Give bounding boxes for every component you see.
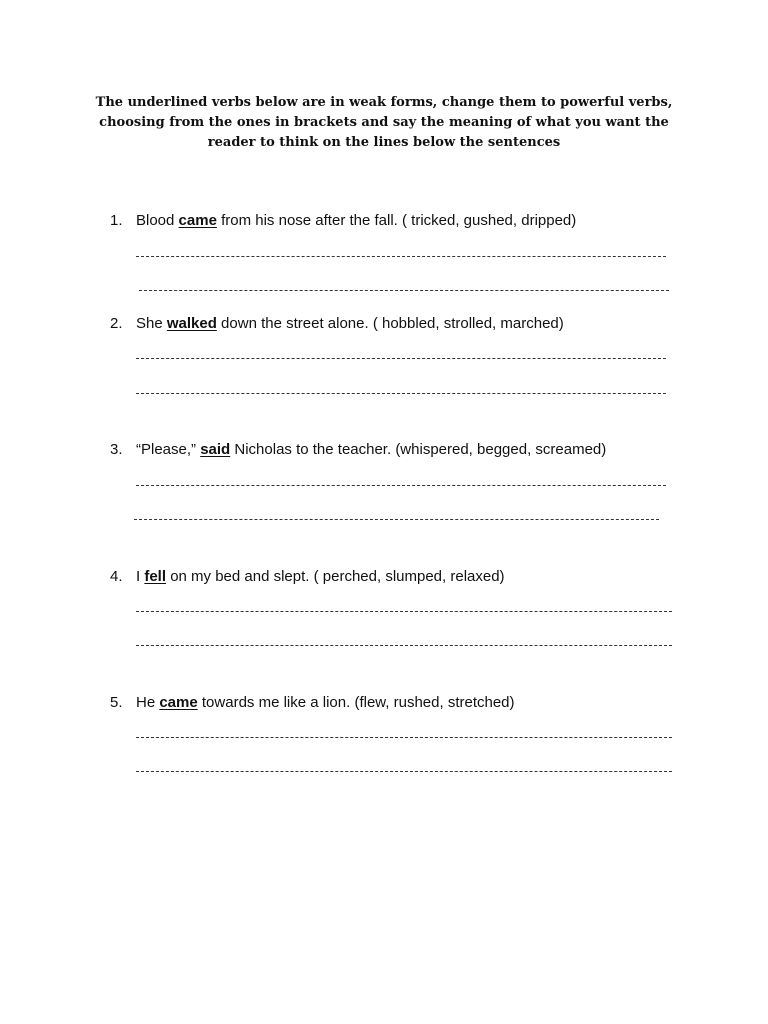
question-number: 4. bbox=[110, 568, 123, 585]
sentence-end: on my bed and slept. ( perched, slumped, relaxed) bbox=[166, 568, 505, 585]
sentence-end: Nicholas to the teacher. (whispered, begged, screamed) bbox=[230, 441, 607, 458]
instructions-line-3: reader to think on the lines below the sentences bbox=[207, 135, 561, 150]
question-2 bbox=[0, 314, 768, 334]
instructions bbox=[80, 93, 688, 153]
answer-line[interactable] bbox=[136, 611, 672, 612]
question-sentence bbox=[136, 440, 606, 460]
answer-line[interactable] bbox=[136, 358, 666, 359]
answer-line[interactable] bbox=[134, 519, 659, 520]
weak-verb: came bbox=[159, 694, 198, 711]
question-4 bbox=[0, 567, 768, 587]
question-number: 2. bbox=[110, 315, 123, 332]
question-sentence bbox=[136, 211, 576, 231]
answer-line[interactable] bbox=[139, 290, 669, 291]
sentence-end: towards me like a lion. (flew, rushed, stretched) bbox=[197, 694, 515, 711]
question-number: 5. bbox=[110, 694, 123, 711]
question-number: 3. bbox=[110, 441, 123, 458]
weak-verb: fell bbox=[144, 568, 167, 585]
answer-line[interactable] bbox=[136, 737, 672, 738]
answer-line[interactable] bbox=[136, 645, 672, 646]
answer-line[interactable] bbox=[136, 393, 666, 394]
question-sentence bbox=[136, 567, 505, 587]
sentence-start: He bbox=[136, 694, 160, 711]
question-1 bbox=[0, 211, 768, 231]
question-3 bbox=[0, 440, 768, 460]
answer-line[interactable] bbox=[136, 771, 672, 772]
question-5 bbox=[0, 693, 768, 713]
instructions-line-1: The underlined verbs below are in weak forms, change them to powerful verbs, bbox=[95, 95, 673, 110]
sentence-end: from his nose after the fall. ( tricked, gushed, dripped) bbox=[216, 212, 577, 229]
sentence-start: She bbox=[136, 315, 167, 332]
answer-line[interactable] bbox=[136, 256, 666, 257]
sentence-start: Blood bbox=[136, 212, 179, 229]
question-number: 1. bbox=[110, 212, 123, 229]
weak-verb: said bbox=[200, 441, 231, 458]
sentence-end: down the street alone. ( hobbled, strolled, marched) bbox=[216, 315, 564, 332]
weak-verb: came bbox=[178, 212, 217, 229]
instructions-line-2: choosing from the ones in brackets and say the meaning of what you want the bbox=[99, 115, 669, 130]
weak-verb: walked bbox=[166, 315, 217, 332]
sentence-start: I bbox=[136, 568, 145, 585]
question-sentence bbox=[136, 314, 564, 334]
answer-line[interactable] bbox=[136, 485, 666, 486]
sentence-start: “Please,” bbox=[136, 441, 201, 458]
question-sentence bbox=[136, 693, 515, 713]
